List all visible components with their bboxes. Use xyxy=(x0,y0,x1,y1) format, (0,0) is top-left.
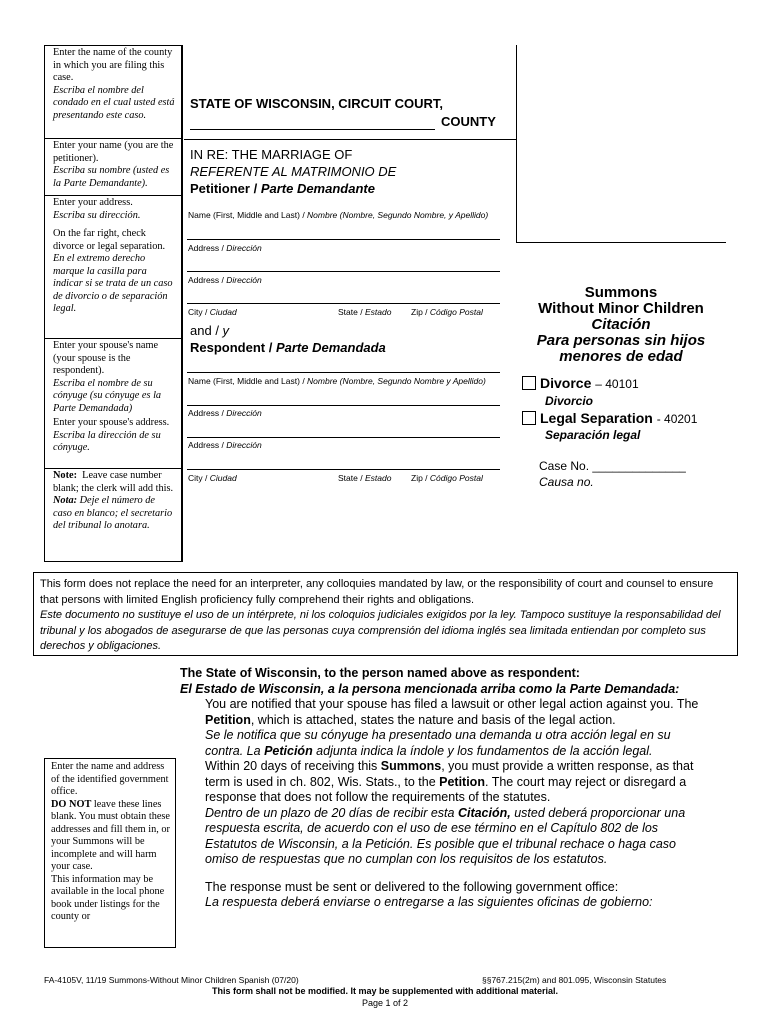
respondent-city-line[interactable] xyxy=(187,469,500,470)
petitioner-address-label-1: Address / Dirección xyxy=(188,243,262,253)
case-number-field[interactable]: Case No. ______________ xyxy=(539,459,686,473)
petitioner-address-label-2: Address / Dirección xyxy=(188,275,262,285)
respondent-zip-label: Zip / Código Postal xyxy=(411,473,483,483)
legal-separation-es: Separación legal xyxy=(545,428,641,442)
instruction-spouse-address: Enter your spouse's address. Escriba la dirección de su cónyuge. xyxy=(45,416,181,469)
petitioner-state-label: State / Estado xyxy=(338,307,392,317)
caption-divider xyxy=(184,139,516,140)
respondent-state-label: State / Estado xyxy=(338,473,392,483)
form-title: Summons Without Minor Children Citación Para personas sin hijos menores de edad xyxy=(536,284,706,365)
footer-statutes: §§767.215(2m) and 801.095, Wisconsin Statutes xyxy=(482,975,667,985)
legal-separation-checkbox[interactable] xyxy=(522,411,536,425)
body-paragraph-2-en: Within 20 days of receiving this Summons, you must provide a written response, as that term is used in ch. 802, Wis. Stats., to the Petition. The court may reject or disregard a response that does not follow the requirements of the statutes. xyxy=(205,759,694,804)
body-heading-en: The State of Wisconsin, to the person named above as respondent: xyxy=(180,666,580,680)
inre-block xyxy=(190,146,396,197)
respondent-name-label: Name (First, Middle and Last) / Nombre (Nombre, Segundo Nombre y Apellido) xyxy=(188,376,486,386)
instruction-county: Enter the name of the county in which you are filing this case. Escriba el nombre del condado en el cual usted está presentando este caso. xyxy=(45,46,181,139)
and-label: and / y xyxy=(190,323,230,338)
gov-office-instruction: Enter the name and address of the identified government office. DO NOT leave these lines blank. You must obtain these addresses and fill them in, or your Summons will be incomplete and will harm your case. This information may be available in the local phone book under listings for the county or xyxy=(44,758,176,948)
divorce-es: Divorcio xyxy=(545,394,594,408)
body-paragraph-3-en: The response must be sent or delivered to the following government office: xyxy=(205,879,619,894)
respondent-address-line-1[interactable] xyxy=(187,405,500,406)
body-paragraph-1-en: You are notified that your spouse has filed a lawsuit or other legal action against you. The Petition, which is attached, states the nature and basis of the legal action. xyxy=(205,697,699,727)
inre-en: IN RE: THE MARRIAGE OF xyxy=(190,147,353,162)
respondent-address-line-2[interactable] xyxy=(187,437,500,438)
instruction-spouse-name: Enter your spouse's name (your spouse is the respondent). Escriba el nombre de su cónyuge (su cónyuge es la Parte Demandada) xyxy=(53,340,162,414)
caption-corner-line xyxy=(516,242,726,243)
petitioner-address-line-1[interactable] xyxy=(187,271,500,272)
interpreter-notice: This form does not replace the need for an interpreter, any colloquies mandated by law, or the responsibility of court and counsel to ensure that persons with limited English proficiency fully comprehend their rights and obligations. Este documento no sustituye el uso de un intérprete, ni los coloquios judiciales exigidos por la ley. Tampoco sustituye la responsabilidad del tribunal y los abogados de asegurarse de que las personas cuya comprensión del idioma inglés sea limitada entiendan por completo sus derechos y obligaciones. xyxy=(33,572,738,656)
instruction-note: Note: Leave case number blank; the clerk will add this. Nota: Deje el número de caso en blanco; el secretario del tribunal lo anotara. xyxy=(53,470,174,531)
caption-right-border xyxy=(516,45,517,242)
respondent-address-label-2: Address / Dirección xyxy=(188,440,262,450)
petitioner-name-line[interactable] xyxy=(187,239,500,240)
respondent-city-label: City / Ciudad xyxy=(188,473,237,483)
body-heading-es: El Estado de Wisconsin, a la persona mencionada arriba como la Parte Demandada: xyxy=(180,681,680,696)
instruction-name: Enter your name (you are the petitioner). Escriba su nombre (usted es la Parte Demandante). xyxy=(45,139,181,196)
petitioner-name-label: Name (First, Middle and Last) / Nombre (Nombre, Segundo Nombre, y Apellido) xyxy=(188,210,489,220)
county-name-line[interactable] xyxy=(190,129,435,130)
instruction-address: Enter your address. Escriba su dirección. xyxy=(53,197,141,221)
divorce-checkbox[interactable] xyxy=(522,376,536,390)
case-number-es: Causa no. xyxy=(539,475,594,489)
county-label: COUNTY xyxy=(441,114,496,129)
petitioner-label: Petitioner / Parte Demandante xyxy=(190,181,375,196)
respondent-address-label-1: Address / Dirección xyxy=(188,408,262,418)
petitioner-zip-label: Zip / Código Postal xyxy=(411,307,483,317)
footer-page-number: Page 1 of 2 xyxy=(361,998,409,1008)
instruction-column xyxy=(44,45,182,562)
divorce-option: Divorce – 40101 xyxy=(522,375,639,391)
petitioner-address-line-2[interactable] xyxy=(187,303,500,304)
footer-form-id: FA-4105V, 11/19 Summons-Without Minor Children Spanish (07/20) xyxy=(44,975,299,985)
petitioner-city-label: City / Ciudad xyxy=(188,307,237,317)
footer-notice: This form shall not be modified. It may be supplemented with additional material. xyxy=(211,986,559,996)
inre-es: REFERENTE AL MATRIMONIO DE xyxy=(190,164,397,179)
respondent-label: Respondent / Parte Demandada xyxy=(190,340,386,355)
body-paragraph-2-es: Dentro de un plazo de 20 días de recibir esta Citación, usted deberá proporcionar una respuesta escrita, de acuerdo con el uso de ese término en el Capítulo 802 de los Estatutos de Wisconsin, a la Petición. Es posible que el tribunal rechace o haga caso omiso de respuestas que no cumplan con los requisitos de los estatutos. xyxy=(205,805,686,866)
body-paragraph-1-es: Se le notifica que su cónyuge ha presentado una demanda u otra acción legal en su contra. La Petición adjunta indica la índole y los fundamentos de la acción legal. xyxy=(205,728,671,758)
caption-left-border xyxy=(182,45,183,562)
body-paragraph-3-es: La respuesta deberá enviarse o entregarse a las siguientes oficinas de gobierno: xyxy=(205,895,653,909)
legal-separation-option: Legal Separation - 40201 xyxy=(522,410,697,426)
court-title: STATE OF WISCONSIN, CIRCUIT COURT, xyxy=(190,96,444,111)
summons-body xyxy=(180,666,710,911)
respondent-name-line[interactable] xyxy=(187,372,500,373)
instruction-checkbox: On the far right, check divorce or legal separation. En el extremo derecho marque la casilla para indicar si se trata de un caso de divorcio o de separación legal. xyxy=(45,227,181,339)
